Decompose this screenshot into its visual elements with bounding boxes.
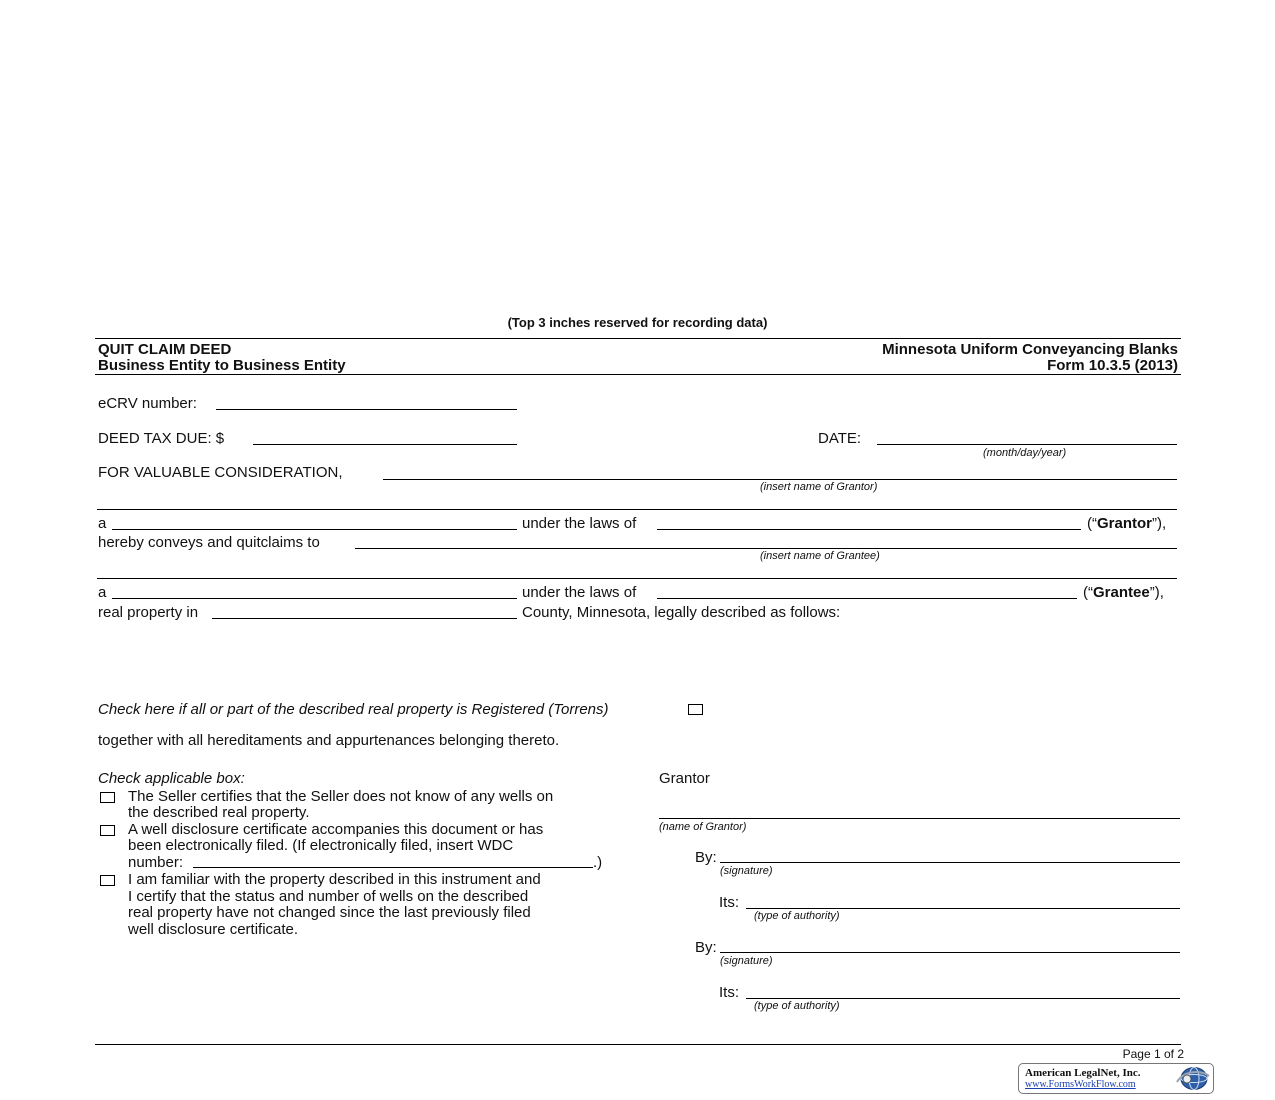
conveys-label: hereby conveys and quitclaims to [98, 534, 320, 551]
grantee-under-laws-label: under the laws of [522, 584, 637, 601]
logo-url-link[interactable]: www.FormsWorkFlow.com [1025, 1079, 1136, 1090]
no-wells-text-line1: The Seller certifies that the Seller does not know of any wells on [128, 788, 554, 805]
torrens-checkbox[interactable] [688, 704, 703, 715]
well-checkbox-certificate[interactable] [100, 825, 115, 836]
grantee-entity-type-line[interactable] [112, 598, 517, 599]
date-hint: (month/day/year) [983, 447, 1067, 459]
grantor-name-input-line[interactable] [383, 479, 1177, 480]
grantee-jurisdiction-line[interactable] [657, 598, 1077, 599]
grantor-a-label: a [98, 515, 107, 532]
well-checkbox-unchanged[interactable] [100, 875, 115, 886]
wdc-number-close: .) [593, 854, 603, 871]
page-number: Page 1 of 2 [1122, 1047, 1184, 1061]
grantor-name-hint: (insert name of Grantor) [760, 481, 878, 493]
unchanged-text-line4: well disclosure certificate. [128, 921, 299, 938]
grantor-designation: (“Grantor”), [1087, 515, 1167, 532]
grantee-a-label: a [98, 584, 107, 601]
american-legalnet-logo[interactable] [1018, 1063, 1214, 1094]
unchanged-text-line2: I certify that the status and number of wells on the described [128, 888, 529, 905]
grantee-name-continuation-line[interactable] [97, 578, 1177, 579]
signature-line-1[interactable] [720, 862, 1180, 863]
ecrv-label: eCRV number: [98, 395, 197, 412]
globe-icon [1174, 1066, 1210, 1091]
its-label-2: Its: [719, 984, 740, 1001]
grantor-jurisdiction-line[interactable] [657, 529, 1081, 530]
certificate-text-line2: been electronically filed. (If electronically filed, insert WDC [128, 837, 514, 854]
its-label-1: Its: [719, 894, 740, 911]
logo-company-name: American LegalNet, Inc. [1025, 1067, 1141, 1079]
signature-hint-1: (signature) [720, 865, 773, 877]
footer-rule [95, 1044, 1181, 1045]
grantor-name-continuation-line[interactable] [97, 509, 1177, 510]
valuable-consideration-label: FOR VALUABLE CONSIDERATION, [98, 464, 343, 481]
date-label: DATE: [818, 430, 862, 447]
real-property-label: real property in [98, 604, 199, 621]
certificate-text-line1: A well disclosure certificate accompanies this document or has [128, 821, 544, 838]
well-checkbox-no-wells[interactable] [100, 792, 115, 803]
header-top-rule [95, 338, 1181, 339]
county-legal-description-label: County, Minnesota, legally described as follows: [522, 604, 841, 621]
check-applicable-heading: Check applicable box: [98, 770, 245, 787]
grantor-printed-name-line[interactable] [659, 818, 1180, 819]
grantee-name-input-line[interactable] [355, 548, 1177, 549]
hereditaments-text: together with all hereditaments and appurtenances belonging thereto. [98, 732, 560, 749]
deed-tax-input-line[interactable] [253, 444, 517, 445]
authority-line-1[interactable] [746, 908, 1180, 909]
form-number: Form 10.3.5 (2013) [1047, 357, 1178, 374]
signature-line-2[interactable] [720, 952, 1180, 953]
conveyancing-blanks-title: Minnesota Uniform Conveyancing Blanks [882, 341, 1178, 358]
by-label-2: By: [695, 939, 717, 956]
date-input-line[interactable] [877, 444, 1177, 445]
grantor-printed-name-hint: (name of Grantor) [659, 821, 747, 833]
authority-hint-2: (type of authority) [754, 1000, 840, 1012]
header-bottom-rule [95, 374, 1181, 375]
grantor-signature-heading: Grantor [659, 770, 710, 787]
deed-tax-label: DEED TAX DUE: $ [98, 430, 225, 447]
torrens-label: Check here if all or part of the described real property is Registered (Torrens) [98, 701, 609, 718]
grantee-name-hint: (insert name of Grantee) [760, 550, 880, 562]
unchanged-text-line1: I am familiar with the property described in this instrument and [128, 871, 541, 888]
grantee-designation: (“Grantee”), [1083, 584, 1164, 601]
signature-hint-2: (signature) [720, 955, 773, 967]
authority-hint-1: (type of authority) [754, 910, 840, 922]
unchanged-text-line3: real property have not changed since the last previously filed [128, 904, 531, 921]
form-subtitle: Business Entity to Business Entity [98, 357, 346, 374]
grantor-entity-type-line[interactable] [112, 529, 517, 530]
ecrv-input-line[interactable] [216, 409, 517, 410]
no-wells-text-line2: the described real property. [128, 804, 310, 821]
form-title: QUIT CLAIM DEED [98, 341, 232, 358]
by-label-1: By: [695, 849, 717, 866]
grantor-under-laws-label: under the laws of [522, 515, 637, 532]
county-input-line[interactable] [212, 618, 517, 619]
authority-line-2[interactable] [746, 998, 1180, 999]
wdc-number-input-line[interactable] [193, 867, 593, 868]
wdc-number-label: number: [128, 854, 184, 871]
recording-data-note: (Top 3 inches reserved for recording data) [507, 315, 768, 330]
